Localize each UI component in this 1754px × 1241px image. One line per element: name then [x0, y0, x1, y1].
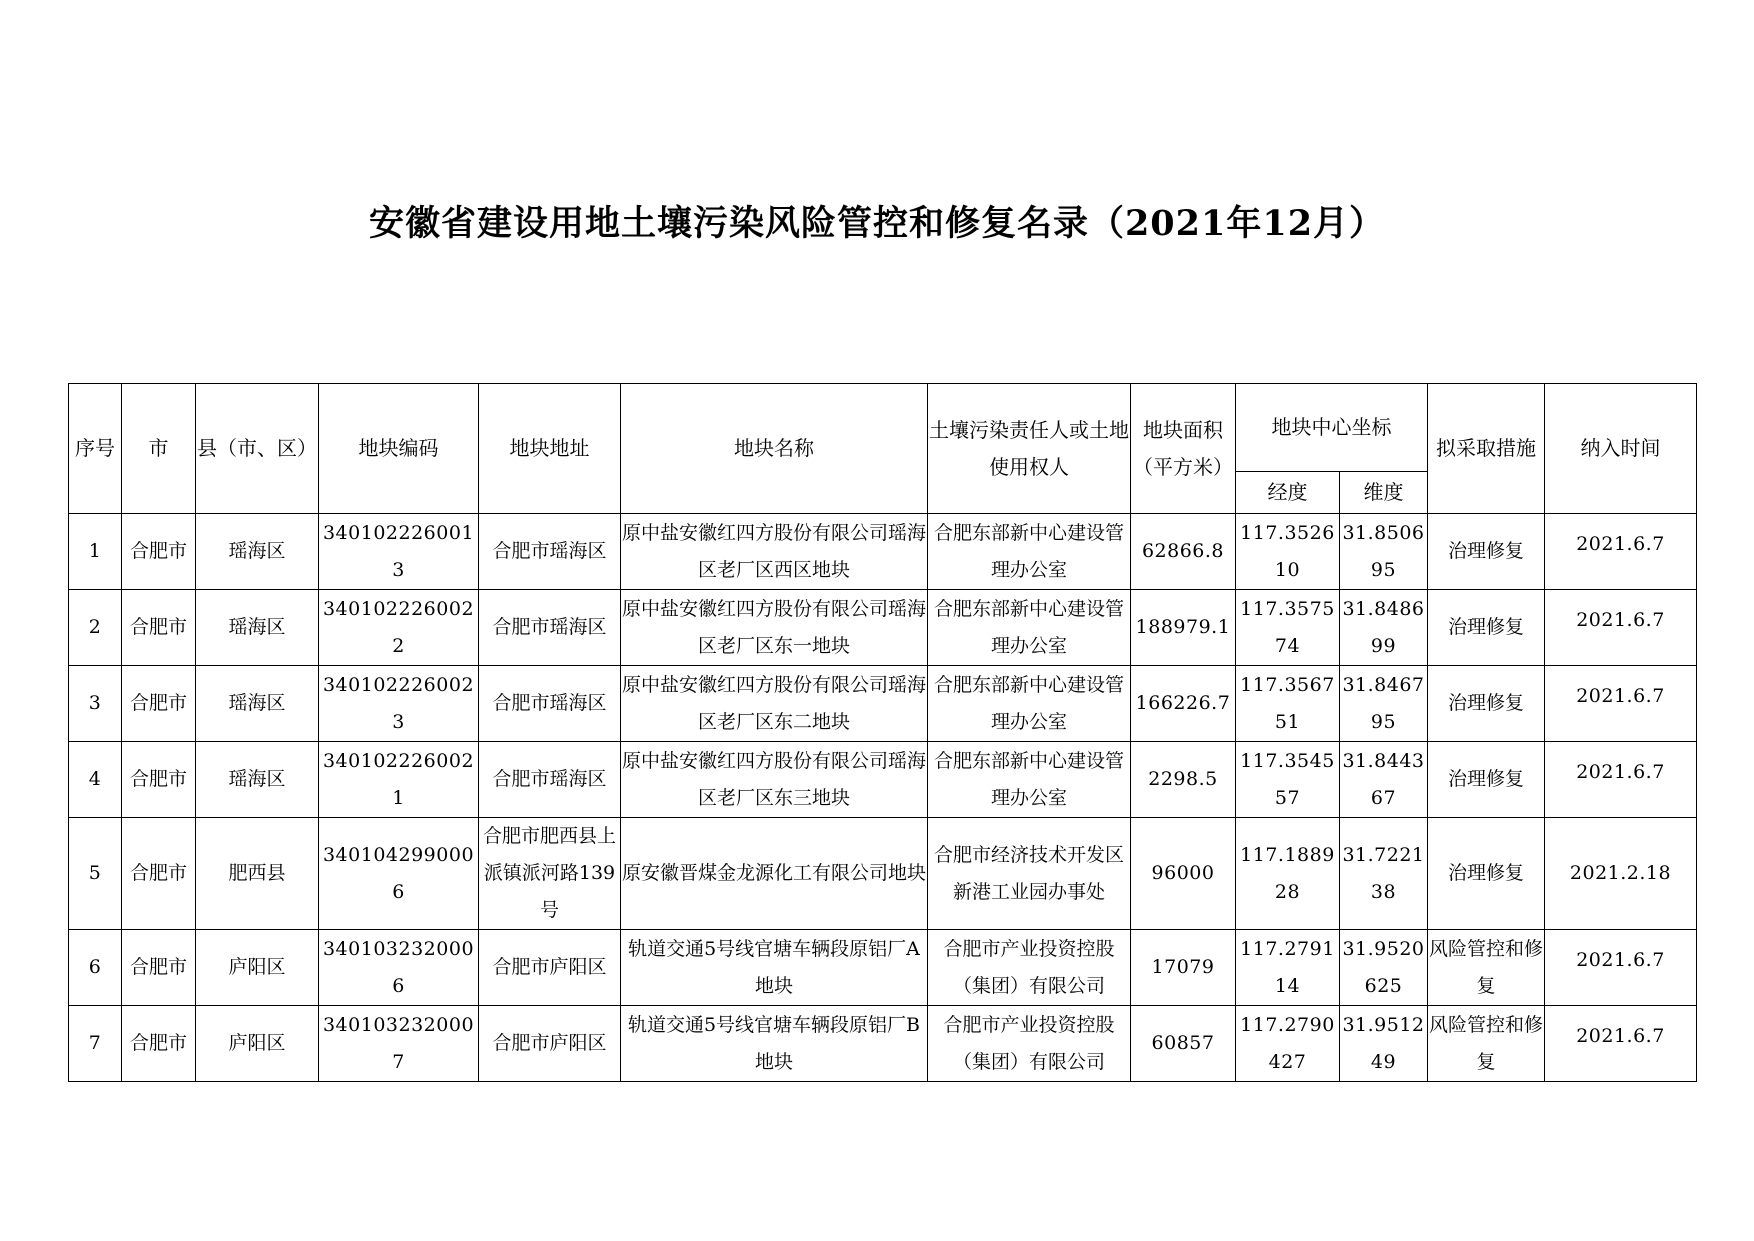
cell-owner: 合肥东部新中心建设管理办公室: [928, 514, 1131, 590]
cell-county: 庐阳区: [196, 1006, 319, 1082]
cell-lat: 31.844367: [1340, 742, 1428, 818]
cell-county: 瑶海区: [196, 742, 319, 818]
cell-seq: 5: [69, 818, 122, 930]
cell-lat: 31.848699: [1340, 590, 1428, 666]
cell-code: 3401032320007: [319, 1006, 479, 1082]
cell-owner: 合肥东部新中心建设管理办公室: [928, 590, 1131, 666]
cell-code: 3401022260022: [319, 590, 479, 666]
cell-address: 合肥市庐阳区: [479, 930, 621, 1006]
cell-name: 原中盐安徽红四方股份有限公司瑶海区老厂区东二地块: [621, 666, 928, 742]
cell-name: 原中盐安徽红四方股份有限公司瑶海区老厂区东三地块: [621, 742, 928, 818]
cell-area: 2298.5: [1131, 742, 1236, 818]
cell-county: 瑶海区: [196, 590, 319, 666]
cell-date: 2021.6.7: [1545, 742, 1697, 818]
cell-date: 2021.6.7: [1545, 1006, 1697, 1082]
table-row: [69, 742, 1697, 818]
header-owner: 土壤污染责任人或土地使用权人: [928, 384, 1131, 514]
cell-area: 188979.1: [1131, 590, 1236, 666]
cell-lon: 117.356751: [1236, 666, 1340, 742]
cell-city: 合肥市: [122, 514, 196, 590]
header-county: 县（市、区）: [196, 384, 319, 514]
header-lat: 维度: [1340, 472, 1428, 514]
cell-date: 2021.6.7: [1545, 590, 1697, 666]
cell-name: 原中盐安徽红四方股份有限公司瑶海区老厂区东一地块: [621, 590, 928, 666]
cell-lon: 117.354557: [1236, 742, 1340, 818]
cell-lat: 31.9520625: [1340, 930, 1428, 1006]
cell-measure: 治理修复: [1428, 514, 1545, 590]
cell-owner: 合肥市产业投资控股（集团）有限公司: [928, 930, 1131, 1006]
cell-lon: 117.279114: [1236, 930, 1340, 1006]
header-measure: 拟采取措施: [1428, 384, 1545, 514]
cell-lon: 117.2790427: [1236, 1006, 1340, 1082]
header-area: 地块面积（平方米）: [1131, 384, 1236, 514]
table-row: [69, 666, 1697, 742]
cell-owner: 合肥东部新中心建设管理办公室: [928, 742, 1131, 818]
cell-city: 合肥市: [122, 1006, 196, 1082]
header-code: 地块编码: [319, 384, 479, 514]
cell-date: 2021.6.7: [1545, 666, 1697, 742]
cell-area: 62866.8: [1131, 514, 1236, 590]
cell-code: 3401022260013: [319, 514, 479, 590]
cell-name: 轨道交通5号线官塘车辆段原铝厂A地块: [621, 930, 928, 1006]
cell-address: 合肥市瑶海区: [479, 742, 621, 818]
cell-measure: 治理修复: [1428, 590, 1545, 666]
cell-measure: 风险管控和修复: [1428, 930, 1545, 1006]
cell-lat: 31.850695: [1340, 514, 1428, 590]
cell-seq: 6: [69, 930, 122, 1006]
registry-table: [68, 383, 1697, 1082]
header-city: 市: [122, 384, 196, 514]
cell-measure: 风险管控和修复: [1428, 1006, 1545, 1082]
table-row: [69, 818, 1697, 930]
cell-seq: 3: [69, 666, 122, 742]
cell-name: 原中盐安徽红四方股份有限公司瑶海区老厂区西区地块: [621, 514, 928, 590]
cell-seq: 2: [69, 590, 122, 666]
cell-owner: 合肥市产业投资控股（集团）有限公司: [928, 1006, 1131, 1082]
table-row: [69, 1006, 1697, 1082]
cell-date: 2021.6.7: [1545, 930, 1697, 1006]
cell-address: 合肥市肥西县上派镇派河路139号: [479, 818, 621, 930]
cell-city: 合肥市: [122, 742, 196, 818]
cell-area: 17079: [1131, 930, 1236, 1006]
cell-code: 3401032320006: [319, 930, 479, 1006]
cell-lon: 117.357574: [1236, 590, 1340, 666]
cell-lat: 31.722138: [1340, 818, 1428, 930]
table-row: [69, 590, 1697, 666]
cell-date: 2021.6.7: [1545, 514, 1697, 590]
cell-area: 60857: [1131, 1006, 1236, 1082]
cell-code: 3401042990006: [319, 818, 479, 930]
cell-area: 166226.7: [1131, 666, 1236, 742]
cell-lat: 31.846795: [1340, 666, 1428, 742]
cell-area: 96000: [1131, 818, 1236, 930]
cell-city: 合肥市: [122, 930, 196, 1006]
cell-name: 轨道交通5号线官塘车辆段原铝厂B地块: [621, 1006, 928, 1082]
cell-address: 合肥市瑶海区: [479, 590, 621, 666]
cell-seq: 4: [69, 742, 122, 818]
cell-lat: 31.951249: [1340, 1006, 1428, 1082]
table-row: [69, 930, 1697, 1006]
cell-city: 合肥市: [122, 818, 196, 930]
cell-county: 瑶海区: [196, 514, 319, 590]
cell-county: 瑶海区: [196, 666, 319, 742]
cell-seq: 7: [69, 1006, 122, 1082]
cell-address: 合肥市瑶海区: [479, 514, 621, 590]
cell-code: 3401022260021: [319, 742, 479, 818]
cell-measure: 治理修复: [1428, 742, 1545, 818]
cell-address: 合肥市庐阳区: [479, 1006, 621, 1082]
cell-owner: 合肥市经济技术开发区新港工业园办事处: [928, 818, 1131, 930]
cell-address: 合肥市瑶海区: [479, 666, 621, 742]
cell-county: 肥西县: [196, 818, 319, 930]
header-lon: 经度: [1236, 472, 1340, 514]
page-title: 安徽省建设用地土壤污染风险管控和修复名录（2021年12月）: [368, 203, 1386, 244]
cell-code: 3401022260023: [319, 666, 479, 742]
cell-seq: 1: [69, 514, 122, 590]
cell-measure: 治理修复: [1428, 818, 1545, 930]
cell-measure: 治理修复: [1428, 666, 1545, 742]
cell-name: 原安徽晋煤金龙源化工有限公司地块: [621, 818, 928, 930]
header-date: 纳入时间: [1545, 384, 1697, 514]
header-name: 地块名称: [621, 384, 928, 514]
cell-lon: 117.188928: [1236, 818, 1340, 930]
cell-owner: 合肥东部新中心建设管理办公室: [928, 666, 1131, 742]
cell-city: 合肥市: [122, 590, 196, 666]
cell-county: 庐阳区: [196, 930, 319, 1006]
cell-date: 2021.2.18: [1545, 818, 1697, 930]
header-address: 地块地址: [479, 384, 621, 514]
header-seq: 序号: [69, 384, 122, 514]
cell-lon: 117.352610: [1236, 514, 1340, 590]
header-coords: 地块中心坐标: [1236, 384, 1428, 472]
table-row: [69, 514, 1697, 590]
cell-city: 合肥市: [122, 666, 196, 742]
